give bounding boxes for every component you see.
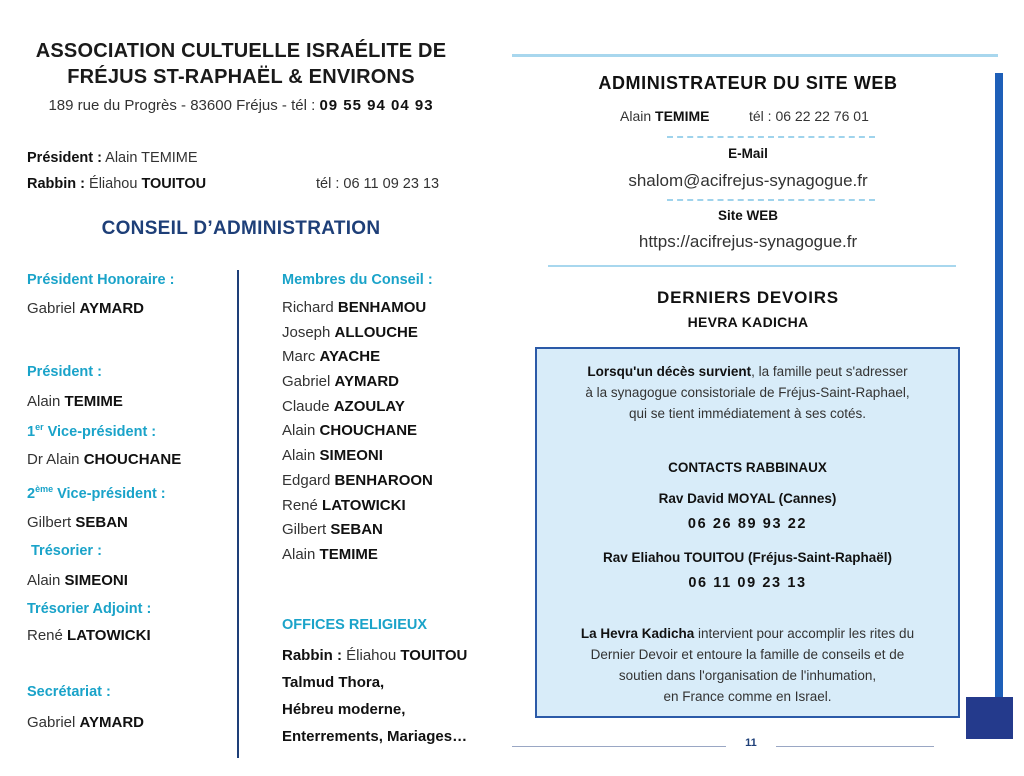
paragraph-line: Dernier Devoir et entoure la famille de conseils et de [590, 647, 905, 662]
tresorier-label: Trésorier : [31, 543, 102, 559]
hevra-subtitle: HEVRA KADICHA [687, 314, 809, 330]
president-name: Alain TEMIME [101, 150, 198, 166]
admin-tel: tél : 06 22 22 76 01 [749, 108, 869, 124]
offices-item: Talmud Thora, [282, 674, 385, 691]
paragraph-line: en France comme en Israel. [663, 689, 832, 704]
dashed-divider [667, 199, 875, 201]
vp2-rest: Vice-président : [53, 485, 166, 502]
devoirs-title: DERNIERS DEVOIRS [657, 288, 839, 307]
last-name: ALLOUCHE [334, 323, 418, 341]
last-name: TEMIME [64, 393, 123, 410]
column-divider [237, 270, 239, 758]
corner-decoration [965, 697, 1013, 739]
hevra-paragraph [537, 623, 958, 707]
member-item [282, 518, 433, 543]
offices-item: Hébreu moderne, [282, 701, 406, 718]
first-name: René [282, 496, 323, 514]
last-name: AZOULAY [333, 397, 405, 415]
first-name: Marc [282, 348, 320, 366]
last-name: AYMARD [334, 373, 399, 391]
footer-rule-right [776, 746, 934, 747]
rabbin-last: TOUITOU [141, 176, 207, 192]
vp2-name [27, 514, 128, 531]
first-name: Alain [282, 447, 320, 465]
dashed-divider [667, 136, 875, 138]
first-name: Gabriel [27, 300, 80, 317]
admin-title: ADMINISTRATEUR DU SITE WEB [598, 73, 898, 93]
last-name: CHOUCHANE [319, 422, 418, 440]
offices-list [282, 642, 467, 750]
vertical-accent-bar [995, 73, 1003, 697]
line-rest: intervient pour accomplir les rites du [694, 626, 915, 641]
first-name: Gabriel [282, 373, 335, 391]
president-role-name [27, 393, 123, 410]
association-title [0, 38, 482, 90]
paragraph-line [537, 623, 958, 644]
last-name: TOUITOU [400, 647, 468, 664]
member-item [282, 419, 433, 444]
first-name: Dr Alain [27, 451, 84, 468]
site-label: Site WEB [717, 208, 778, 223]
vp1-name [27, 451, 181, 468]
paragraph-line: à la synagogue consistoriale de Fréjus-Saint-Raphael, [585, 385, 910, 400]
member-item [282, 469, 433, 494]
president-role-label: Président : [27, 364, 102, 380]
pres-honoraire-label: Président Honoraire : [27, 272, 175, 288]
site-link[interactable]: https://acifrejus-synagogue.fr [638, 232, 858, 251]
president-line [27, 150, 198, 166]
info-box [535, 347, 960, 718]
vp2-num: 2 [27, 485, 36, 502]
offices-label: OFFICES RELIGIEUX [282, 617, 428, 633]
first-name: Gilbert [27, 514, 76, 531]
last-name: TEMIME [655, 108, 710, 124]
rabbin-label: Rabbin : [27, 176, 85, 192]
last-name: AYMARD [79, 714, 144, 731]
section-divider [548, 265, 956, 267]
tresorier-name [27, 572, 128, 589]
last-name: LATOWICKI [67, 627, 151, 644]
secretariat-name [27, 714, 144, 731]
offices-rabbin [282, 642, 467, 669]
last-name: BENHAMOU [337, 299, 427, 316]
first-name: Alain [27, 393, 65, 410]
deces-paragraph [537, 361, 958, 424]
president-label: Président : [27, 150, 102, 166]
paragraph-line: soutien dans l'organisation de l'inhumation, [618, 668, 877, 683]
last-name: SEBAN [75, 514, 128, 531]
pres-honoraire-name [27, 300, 144, 317]
first-name: Alain [27, 572, 65, 589]
admin-name [620, 108, 709, 124]
association-address [0, 97, 482, 114]
last-name: SIMEONI [319, 447, 383, 465]
vp1-sup: er [35, 422, 44, 432]
conseil-title: CONSEIL D’ADMINISTRATION [101, 218, 381, 239]
line-rest: , la famille peut s'adresser [751, 364, 908, 379]
first-name: Gilbert [282, 521, 331, 539]
member-item [282, 494, 433, 519]
first-name: Joseph [282, 323, 335, 341]
vp1-num: 1 [27, 423, 36, 440]
first-name: Alain [282, 422, 320, 440]
paragraph-line: qui se tient immédiatement à ses cotés. [628, 406, 867, 421]
association-title-line2: FRÉJUS ST-RAPHAËL & ENVIRONS [67, 66, 415, 88]
offices-rabbin-label: Rabbin : [282, 647, 347, 664]
association-title-line1: ASSOCIATION CULTUELLE ISRAÉLITE DE [35, 40, 447, 62]
member-item [282, 395, 433, 420]
association-phone: 09 55 94 04 93 [319, 97, 434, 114]
page-number: 11 [745, 737, 757, 749]
rav2-phone[interactable]: 06 11 09 23 13 [688, 575, 807, 591]
vp2-sup: ème [35, 484, 54, 494]
rabbin-first: Éliahou [85, 176, 142, 192]
last-name: LATOWICKI [322, 496, 406, 514]
last-name: CHOUCHANE [83, 451, 182, 468]
members-label: Membres du Conseil : [282, 272, 433, 288]
member-item [282, 444, 433, 469]
member-item [282, 296, 433, 321]
email-label: E-Mail [728, 146, 768, 161]
address-text: 189 rue du Progrès - 83600 Fréjus - tél : [48, 97, 320, 114]
tresorier-adjoint-name [27, 627, 151, 644]
member-item [282, 321, 433, 346]
rav1-phone[interactable]: 06 26 89 93 22 [687, 516, 808, 532]
rav2-name: Rav Eliahou TOUITOU (Fréjus-Saint-Raphaël) [602, 550, 893, 565]
footer-rule-left [512, 746, 726, 747]
member-item [282, 370, 433, 395]
last-name: SIMEONI [64, 572, 128, 589]
first-name: Claude [282, 397, 334, 415]
member-item [282, 543, 433, 568]
paragraph-line [537, 361, 958, 382]
top-rule [512, 54, 998, 57]
first-name: René [27, 627, 68, 644]
vp2-label [27, 484, 166, 502]
last-name: AYMARD [79, 300, 144, 317]
email-link[interactable]: shalom@acifrejus-synagogue.fr [628, 171, 868, 190]
last-name: BENHAROON [334, 471, 433, 489]
secretariat-label: Secrétariat : [27, 684, 111, 700]
first-name: Alain [620, 108, 656, 124]
offices-item: Enterrements, Mariages… [282, 728, 468, 745]
vp1-label [27, 422, 156, 440]
last-name: TEMIME [319, 545, 378, 563]
rabbin-tel: tél : 06 11 09 23 13 [316, 176, 440, 192]
last-name: AYACHE [319, 348, 381, 366]
rabbin-line [27, 176, 206, 192]
first-name: Éliahou [346, 647, 401, 664]
bold-lead: Lorsqu'un décès survient [587, 364, 752, 379]
first-name: Edgard [282, 471, 335, 489]
tresorier-adjoint-label: Trésorier Adjoint : [27, 601, 152, 617]
member-item [282, 345, 433, 370]
first-name: Alain [282, 545, 320, 563]
rav1-name: Rav David MOYAL (Cannes) [658, 491, 837, 506]
last-name: SEBAN [330, 521, 383, 539]
bold-lead: La Hevra Kadicha [580, 626, 695, 641]
first-name: Gabriel [27, 714, 80, 731]
first-name: Richard [282, 299, 338, 316]
contacts-title: CONTACTS RABBINAUX [668, 460, 827, 475]
members-list [282, 296, 433, 568]
vp1-rest: Vice-président : [43, 423, 157, 440]
